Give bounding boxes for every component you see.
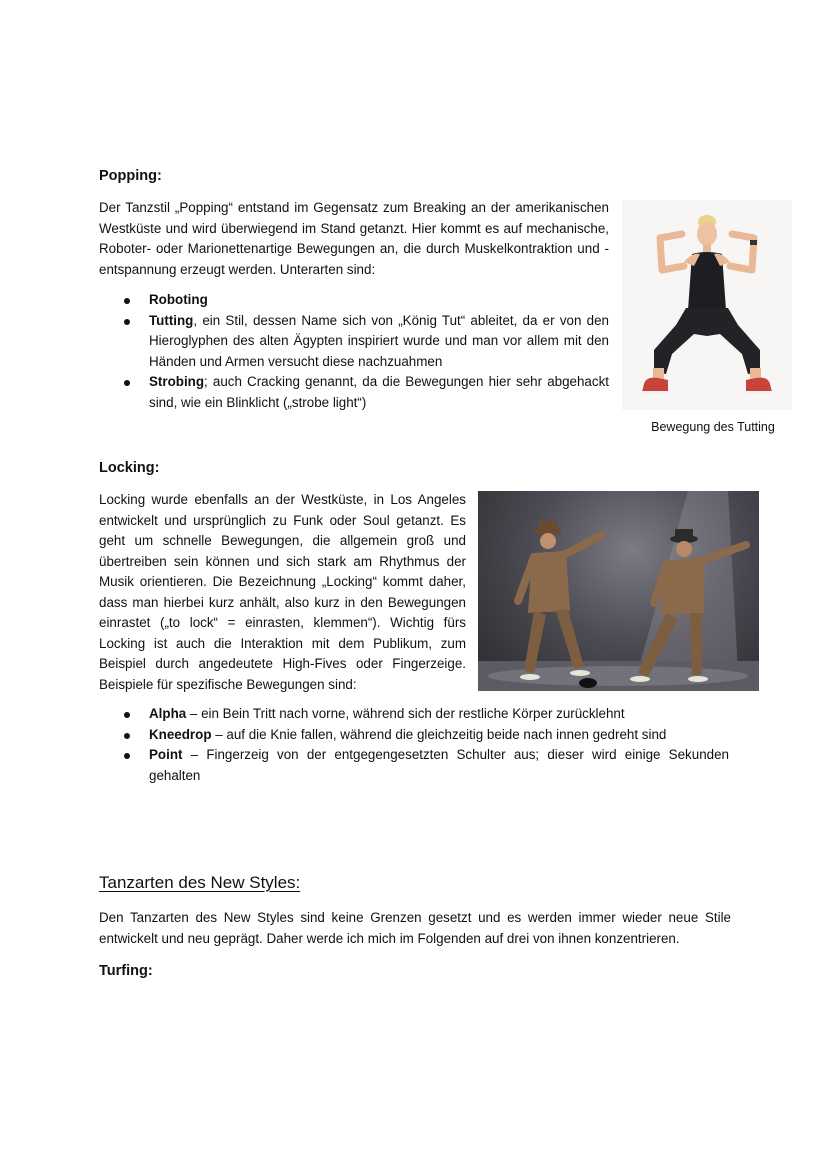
bullet-icon — [124, 319, 130, 325]
bullet-icon — [124, 380, 130, 386]
bullet-icon — [124, 753, 130, 759]
list-item-term: Roboting — [149, 292, 208, 307]
popping-list — [99, 290, 609, 413]
list-item-term: Alpha — [149, 706, 187, 721]
list-item — [99, 290, 609, 311]
bullet-icon — [124, 712, 130, 718]
new-styles-paragraph: Den Tanzarten des New Styles sind keine Grenzen gesetzt und es werden immer wieder neue Stile entwickelt und neu geprägt. Daher werde ich mich im Folgenden auf drei von ihnen konzentrieren. — [99, 910, 731, 946]
list-item-term: Strobing — [149, 374, 205, 389]
locking-heading: Locking: — [99, 460, 160, 476]
popping-paragraph: Der Tanzstil „Popping“ entstand im Gegensatz zum Breaking an der amerikanischen Westküste und wird überwiegend im Stand getanzt. Hier kommt es auf mechanische, Roboter- oder Marionettenartige Bewegungen an, die durch Muskelkontraktion und -entspannung erzeugt werden. Unterarten sind: — [99, 200, 609, 277]
locking-paragraph: Locking wurde ebenfalls an der Westküste, in Los Angeles entwickelt und ursprünglich zu Funk oder Soul getanzt. Es geht um schnelle Bewegungen, die allgemein groß und übertreiben sein können und sich stark am Rhythmus der Musik orientieren. Die Bezeichnung „Locking“ kommt daher, dass man hierbei kurz anhält, also kurz in den Bewegungen einrastet („to lock“ = einrasten, klemmen“). Wichtig fürs Locking ist auch die Interaktion mit dem Publikum, zum Beispiel durch angedeutete High-Fives oder Fingerzeige. Beispiele für spezifische Bewegungen sind: — [99, 492, 466, 692]
turfing-heading: Turfing: — [99, 963, 153, 979]
list-item-text: ; auch Cracking genannt, da die Bewegungen hier sehr abgehackt sind, wie ein Blinklicht („strobe light“) — [149, 374, 609, 410]
tutting-image-caption: Bewegung des Tutting — [651, 420, 775, 434]
list-item-text: – Fingerzeig von der entgegengesetzten Schulter aus; dieser wird einige Sekunden gehalten — [149, 747, 729, 783]
locking-dancers-image — [478, 491, 759, 691]
list-item-term: Kneedrop — [149, 726, 212, 742]
bullet-icon — [124, 298, 130, 304]
new-styles-heading: Tanzarten des New Styles: — [99, 873, 301, 892]
list-item — [99, 372, 609, 413]
locking-list — [99, 704, 729, 786]
list-item-text: , ein Stil, dessen Name sich von „König Tut“ ableitet, da er von den Hieroglyphen des alten Ägypten inspiriert wurde und man vor allem mit den Händen und Armen versucht diese nachzuahmen — [149, 312, 609, 369]
tutting-dancer-image — [622, 200, 792, 410]
popping-heading: Popping: — [99, 168, 162, 184]
list-item-text: – ein Bein Tritt nach vorne, während sich der restliche Körper zurücklehnt — [186, 706, 625, 721]
list-item — [99, 704, 729, 725]
list-item — [99, 745, 729, 786]
list-item-term: Point — [149, 747, 183, 762]
list-item-text: – auf die Knie fallen, während die gleichzeitig beide nach innen gedreht sind — [211, 726, 667, 742]
bullet-icon — [124, 733, 130, 739]
list-item — [99, 725, 729, 746]
list-item-term: Tutting — [149, 312, 194, 328]
list-item — [99, 311, 609, 373]
